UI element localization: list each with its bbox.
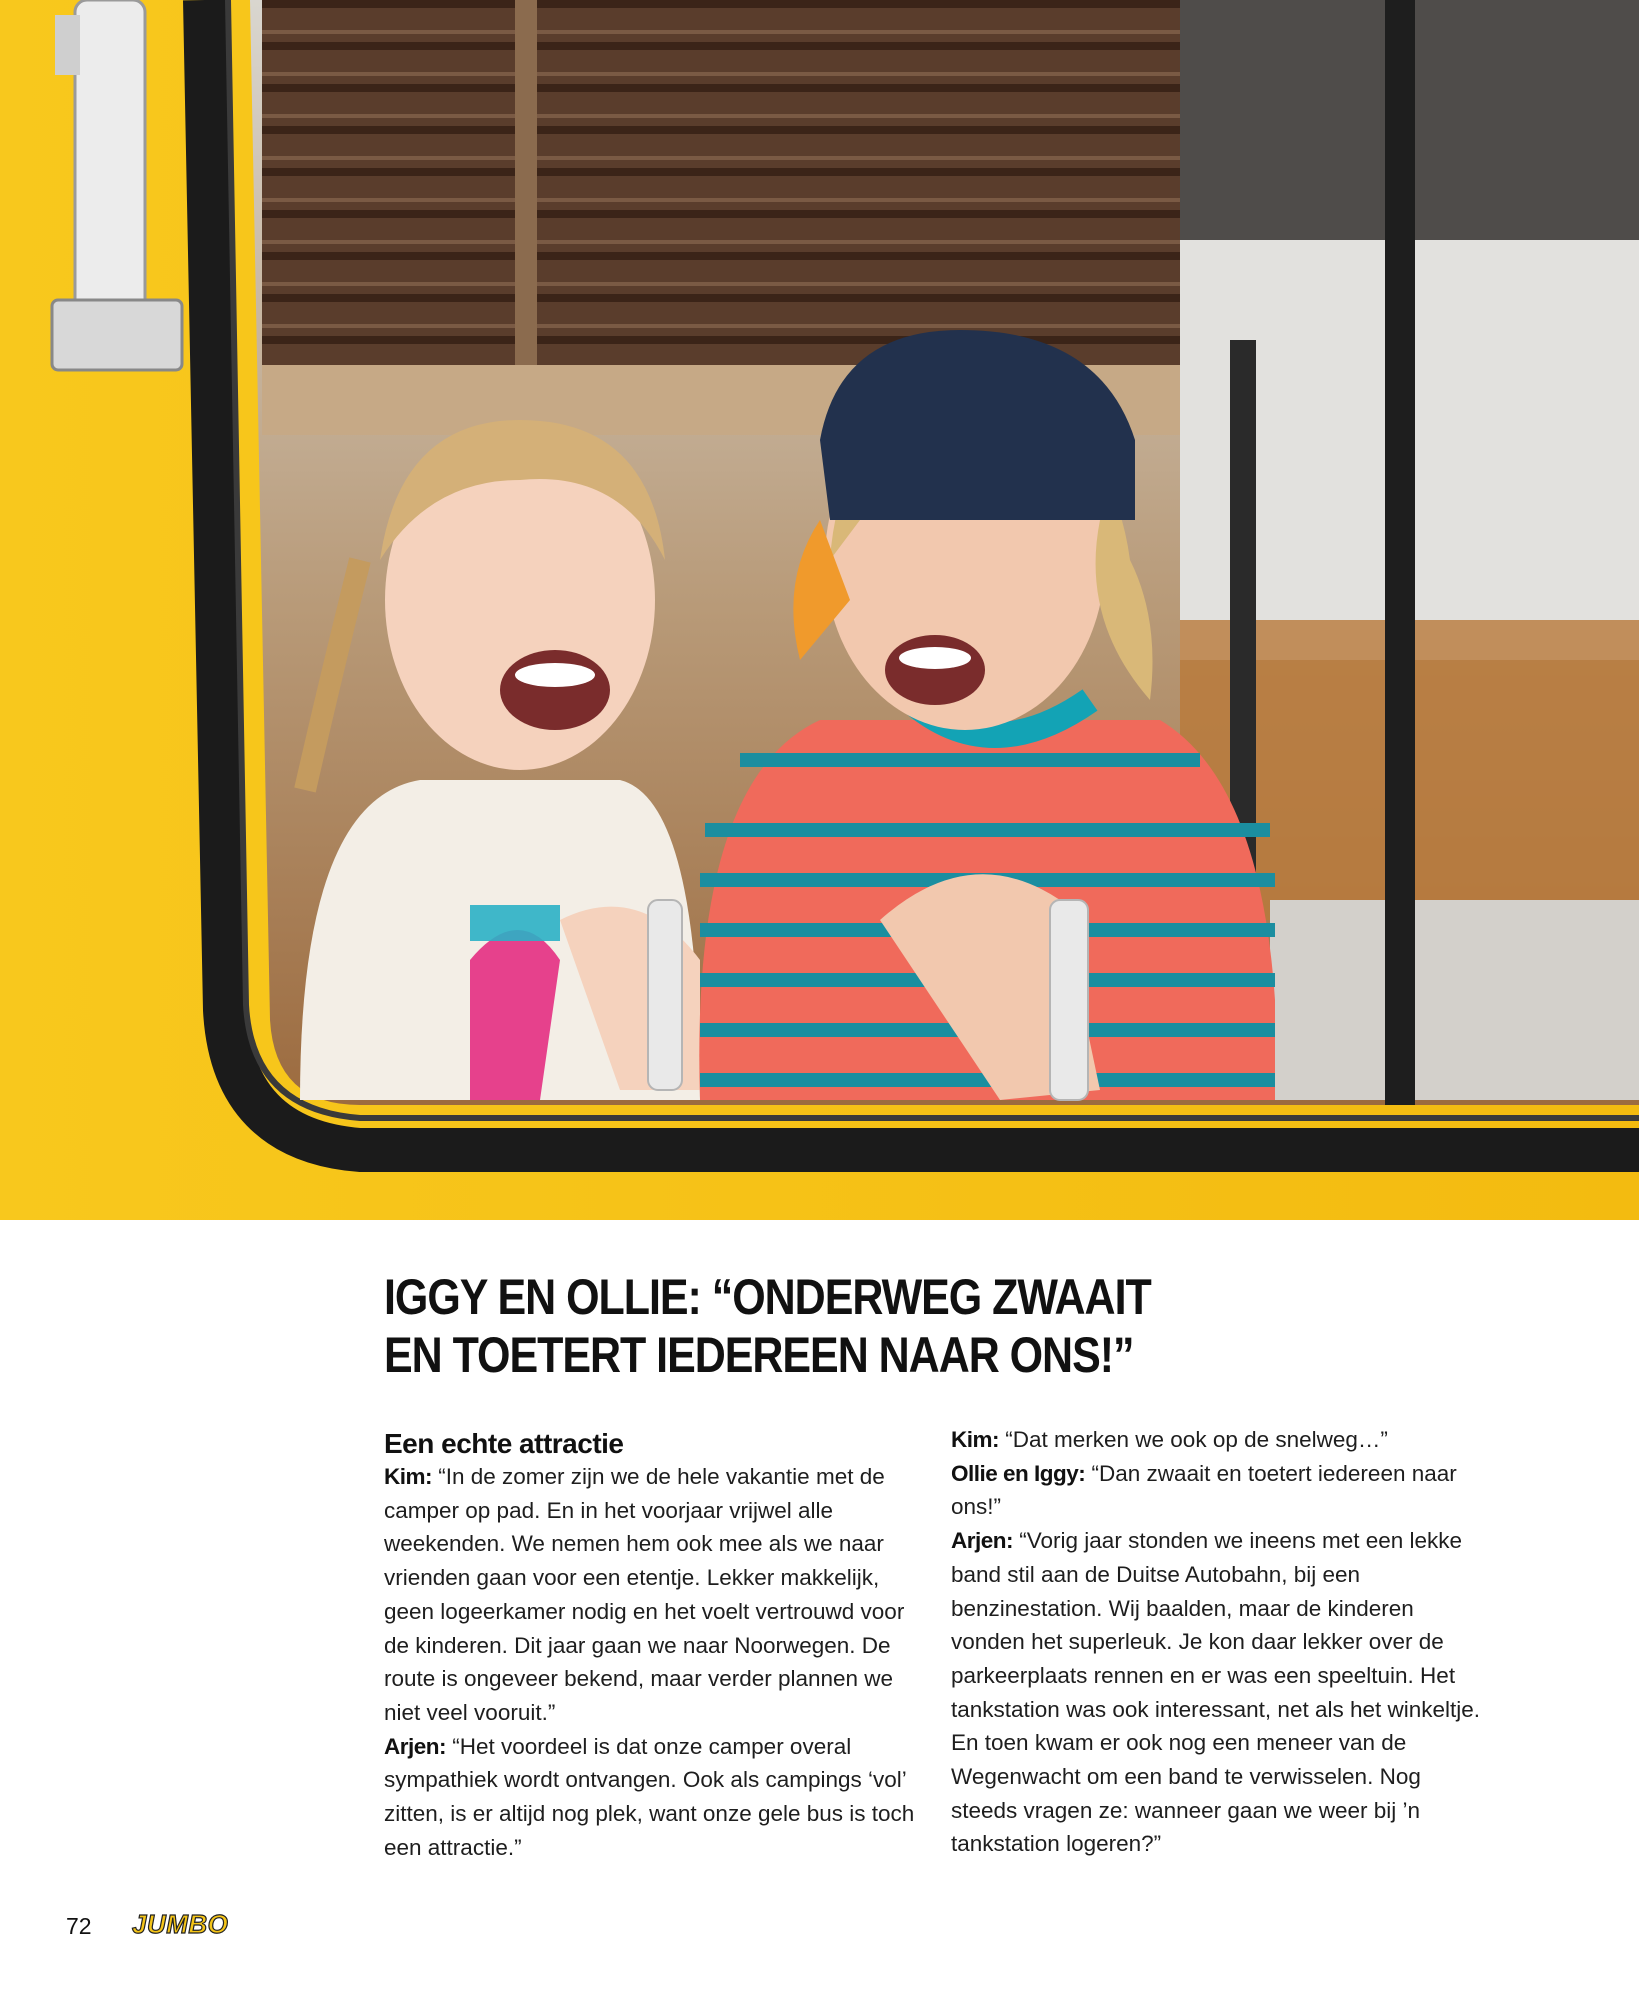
article-column-left: [384, 1423, 924, 1864]
speaker-name: Arjen:: [951, 1528, 1014, 1554]
quote-paragraph: [951, 1524, 1491, 1861]
jumbo-logo: JUMBO: [132, 1909, 229, 1939]
headline-line-2: EN TOETERT IEDEREEN NAAR ONS!”: [384, 1327, 1134, 1383]
quote-text: “Dat merken we ook op de snelweg…”: [999, 1427, 1388, 1452]
speaker-name: Arjen:: [384, 1733, 447, 1759]
article-headline: [384, 1268, 1158, 1384]
speaker-name: Kim:: [951, 1427, 999, 1452]
quote-paragraph: [951, 1457, 1491, 1524]
speaker-name: Ollie en Iggy:: [951, 1460, 1086, 1486]
headline-line-1: IGGY EN OLLIE: “ONDERWEG ZWAAIT: [384, 1269, 1151, 1325]
quote-text: “In de zomer zijn we de hele vakantie met de camper op pad. En in het voorjaar vrijwel alle weekenden. We nemen hem ook mee als we naar vrienden gaan voor een etentje. Lekker makkelijk, geen logeerkamer nodig en het voelt vertrouwd voor de kinderen. Dit jaar gaan we naar Noorwegen. De route is ongeveer bekend, maar verder plannen we niet veel vooruit.”: [384, 1464, 905, 1725]
quote-paragraph: [384, 1460, 924, 1730]
quote-paragraph: [384, 1730, 924, 1865]
quote-paragraph: [951, 1423, 1491, 1457]
quote-text: “Vorig jaar stonden we ineens met een lekke band stil aan de Duitse Autobahn, bij een benzinestation. Wij baalden, maar de kinderen vonden het superleuk. Je kon daar lekker over de parkeerplaats rennen en er was een speeltuin. Het tankstation was ook interessant, net als het winkeltje. En toen kwam er ook nog een meneer van de Wegenwacht om een band te verwisselen. Nog steeds vragen ze: wanneer gaan we weer bij ’n tankstation logeren?”: [951, 1528, 1481, 1857]
quote-text: “Dan zwaait en toetert iedereen naar ons!”: [951, 1460, 1457, 1520]
speaker-name: Kim:: [384, 1464, 432, 1489]
page-number: 72: [66, 1913, 92, 1939]
section-subheading: Een echte attractie: [384, 1428, 624, 1459]
article-column-right: [951, 1423, 1491, 1861]
quote-text: “Het voordeel is dat onze camper overal sympathiek wordt ontvangen. Ook als campings ‘vol’ zitten, is er altijd nog plek, want onze gele bus is toch een attractie.”: [384, 1733, 915, 1860]
